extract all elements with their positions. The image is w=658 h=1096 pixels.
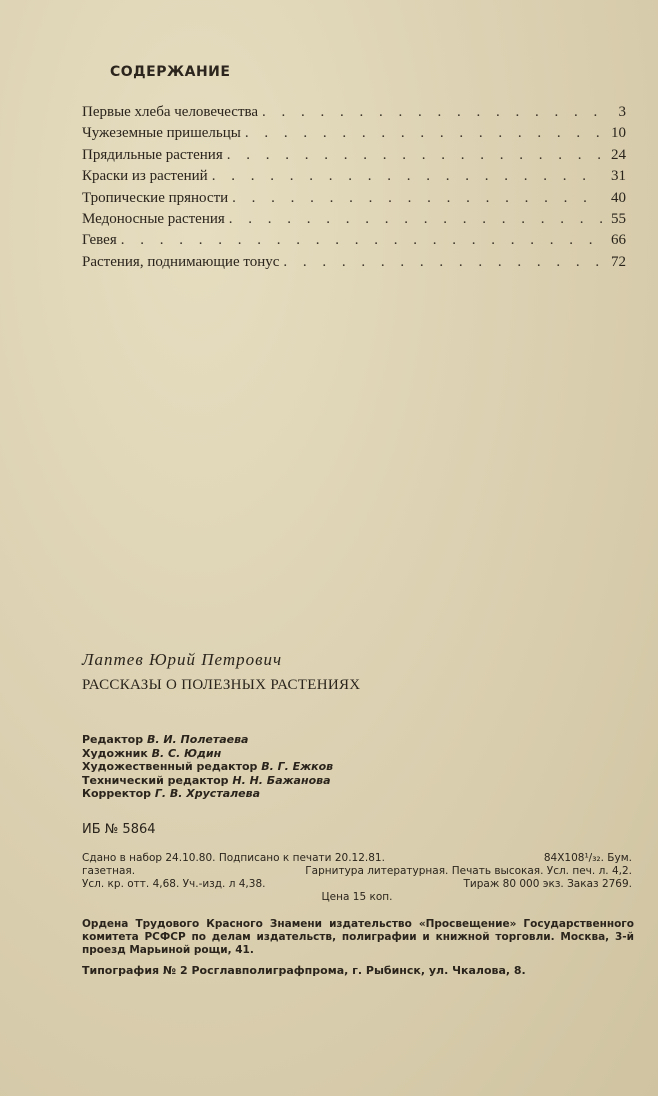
- toc-entry-page: 72: [611, 253, 626, 270]
- imprint-line: [82, 865, 632, 878]
- credit-name: Г. В. Хрусталева: [154, 787, 261, 800]
- author-name: Лаптев Юрий Петрович: [82, 650, 283, 669]
- toc-entry-page: 31: [611, 168, 626, 185]
- credit-line: [82, 760, 333, 774]
- toc-entry-title: Гевея: [82, 232, 117, 249]
- toc-leader-dots: [227, 145, 602, 166]
- imprint-line: [82, 878, 632, 891]
- imprint-line: [82, 852, 632, 865]
- credit-name: В. Г. Ежков: [261, 760, 334, 773]
- credit-role: Художественный редактор: [82, 760, 258, 773]
- toc-leader-dots: [212, 166, 602, 187]
- toc-entry: [82, 209, 626, 230]
- toc-entry-page: 24: [611, 146, 626, 163]
- credit-role: Художник: [82, 746, 148, 760]
- credits-block: [82, 733, 333, 801]
- toc-entry-title: Растения, поднимающие тонус: [82, 253, 280, 270]
- toc-leader-dots: [245, 123, 602, 144]
- toc-entry: [82, 230, 626, 251]
- imprint-block: [82, 852, 632, 904]
- imprint-text: Тираж 80 000 экз. Заказ 2769.: [463, 878, 632, 890]
- imprint-text: газетная.: [82, 865, 136, 877]
- toc-entry: [82, 252, 626, 273]
- toc-entry: [82, 123, 626, 144]
- imprint-text: Усл. кр. отт. 4,68. Уч.-изд. л 4,38.: [82, 878, 266, 890]
- publisher-info: Ордена Трудового Красного Знамени издательство «Просвещение» Государственного комитета РСФСР по делам издательств, полиграфии и книжной торговли. Москва, 3-й проезд Марьиной рощи, 41.: [82, 918, 634, 956]
- contents-heading: СОДЕРЖАНИЕ: [110, 64, 231, 80]
- toc-leader-dots: [229, 209, 602, 230]
- toc-entry: [82, 166, 626, 187]
- credit-line: [82, 747, 333, 761]
- toc-leader-dots: [283, 252, 602, 273]
- toc-leader-dots: [232, 188, 602, 209]
- book-title: РАССКАЗЫ О ПОЛЕЗНЫХ РАСТЕНИЯХ: [82, 677, 361, 693]
- toc-entry-title: Медоносные растения: [82, 210, 225, 227]
- toc-entry-title: Первые хлеба человечества: [82, 104, 259, 120]
- credit-line: [82, 787, 333, 801]
- toc-entry-page: 40: [611, 189, 626, 206]
- imprint-text: Гарнитура литературная. Печать высокая. Усл. печ. л. 4,2.: [305, 865, 632, 877]
- credit-role: Редактор: [82, 733, 144, 746]
- ib-number: ИБ № 5864: [82, 822, 156, 837]
- credit-line: [82, 774, 333, 788]
- credit-role: Технический редактор: [82, 773, 229, 787]
- toc-entry-page: 66: [611, 232, 626, 249]
- toc-leader-dots: [121, 230, 602, 251]
- toc-entry-title: Прядильные растения: [82, 146, 223, 163]
- credit-role: Корректор: [82, 787, 152, 800]
- imprint-text: 84Х108¹/₃₂. Бум.: [543, 852, 632, 864]
- toc-entry-title: Краски из растений: [82, 168, 208, 185]
- toc-entry: [82, 188, 626, 209]
- toc-entry-title: Чужеземные пришельцы: [82, 125, 241, 142]
- toc-entry: [82, 145, 626, 166]
- toc-entry: [82, 102, 626, 123]
- credit-line: [82, 733, 333, 747]
- toc-entry-page: 10: [611, 125, 626, 142]
- toc-entry-title: Тропические пряности: [82, 189, 229, 206]
- credit-name: В. С. Юдин: [151, 746, 222, 760]
- toc-entry-page: 55: [611, 210, 626, 227]
- credit-name: В. И. Полетаева: [146, 733, 249, 746]
- price: Цена 15 коп.: [321, 891, 393, 903]
- toc-leader-dots: [262, 102, 602, 123]
- table-of-contents: [82, 102, 626, 273]
- imprint-text: Сдано в набор 24.10.80. Подписано к печати 20.12.81.: [82, 852, 385, 864]
- toc-entry-page: 3: [618, 104, 626, 120]
- printer-info: Типография № 2 Росглавполиграфпрома, г. Рыбинск, ул. Чкалова, 8.: [82, 964, 526, 977]
- credit-name: Н. Н. Бажанова: [232, 773, 331, 787]
